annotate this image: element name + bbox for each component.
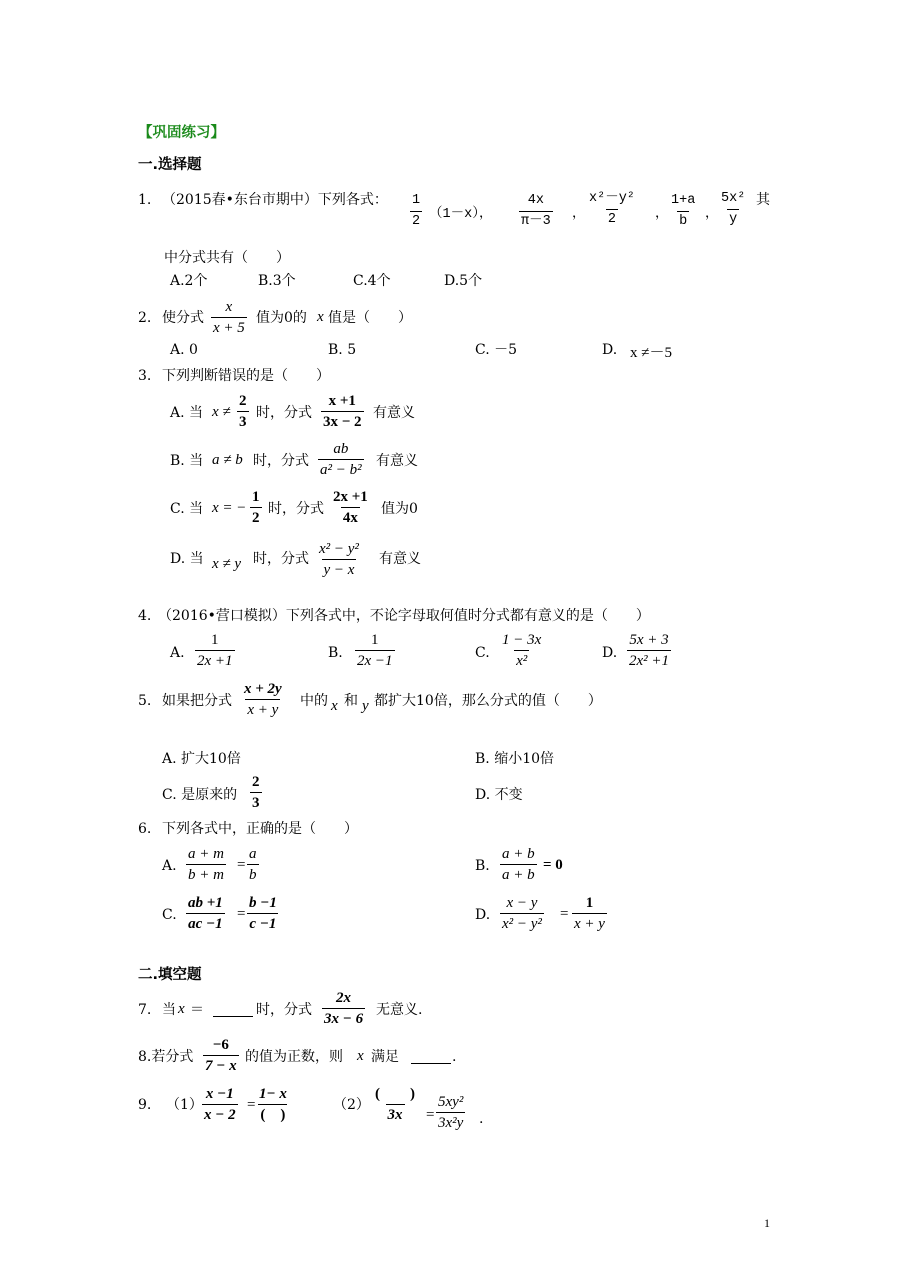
q6-c-l-num: ab +1	[188, 895, 223, 911]
q4-d-fraction	[627, 631, 671, 670]
q9-part2-right	[436, 1093, 465, 1132]
q1-frac-4	[669, 192, 697, 231]
q1-comma-3: ，	[705, 207, 719, 222]
q5-mid2: 和	[344, 693, 358, 709]
q9-end: .	[479, 1111, 484, 1127]
q2-frac-den: x + 5	[211, 317, 247, 337]
q7-frac-num: 2x	[336, 990, 352, 1006]
q3-c-label: C. 当	[170, 501, 204, 517]
q3-c-mid: 时，分式	[268, 501, 324, 517]
q5-frac-den: x + y	[245, 699, 280, 719]
q1-frac-3-den: 2	[606, 209, 618, 229]
q6-c-left	[186, 894, 225, 933]
q6-d-r-den: x + y	[572, 913, 607, 933]
q3-b-frac-den: a² − b²	[318, 459, 364, 479]
q9-eq2: =	[426, 1107, 435, 1123]
q8-prefix: 8.若分式	[138, 1049, 194, 1065]
q9-number: 9.	[138, 1097, 152, 1113]
q3-d-label: D. 当	[170, 551, 204, 567]
q3-a-cond: x ≠	[212, 404, 231, 420]
q1-option-a: A.2个	[170, 273, 208, 289]
q6-c-r-num: b −1	[249, 895, 277, 911]
q5-option-a: A. 扩大10倍	[162, 751, 241, 767]
q5-suffix: 都扩大10倍，那么分式的值（ ）	[374, 693, 602, 709]
q9-eq1: =	[247, 1097, 256, 1113]
q3-b-fraction	[318, 440, 364, 479]
q2-fraction	[211, 298, 247, 337]
q1-frac-5	[719, 190, 747, 229]
q6-c-right	[247, 894, 279, 933]
q6-number: 6.	[138, 821, 152, 837]
q3-c-frac-num: 2x +1	[333, 489, 368, 505]
q6-d-eq: =	[560, 906, 569, 922]
q6-d-l-num: x − y	[506, 895, 538, 911]
q4-c-num: 1 − 3x	[502, 632, 542, 648]
q6-a-l-num: a + m	[188, 846, 224, 862]
q9-part1-left	[202, 1085, 238, 1124]
q1-option-c: C.4个	[353, 273, 391, 289]
q6-c-eq: =	[237, 906, 246, 922]
q9-r-den: ( )	[258, 1104, 287, 1124]
q1-option-b: B.3个	[258, 273, 296, 289]
q3-c-cond-den: 2	[250, 507, 262, 527]
q3-d-cond: x ≠ y	[212, 556, 242, 572]
q3-b-label: B. 当	[170, 453, 204, 469]
q9-l2-den: 3x	[386, 1104, 405, 1124]
q1-frac-3-num: x²－y²	[589, 191, 635, 206]
q7-variable: x	[178, 1001, 185, 1017]
q9-l-den: x − 2	[202, 1104, 238, 1124]
q8-frac-num: −6	[212, 1037, 229, 1053]
q4-a-den: 2x +1	[195, 650, 235, 670]
q1-frac-3	[587, 190, 637, 229]
q8-end: .	[452, 1049, 457, 1065]
q1-frac-2-den: π－3	[519, 211, 553, 231]
q1-frac-2-num: 4x	[527, 193, 544, 208]
q1-frac-1	[410, 192, 422, 231]
q3-a-frac-den: 3x − 2	[321, 411, 364, 431]
q8-fraction	[203, 1036, 239, 1075]
q5-option-b: B. 缩小10倍	[475, 751, 555, 767]
q1-frac-1-num: 1	[412, 193, 421, 208]
page-number: 1	[764, 1216, 770, 1230]
q8-answer-blank[interactable]	[411, 1050, 451, 1064]
q9-r2-den: 3x²y	[436, 1112, 465, 1132]
q8-mid: 的值为正数，则	[245, 1049, 343, 1065]
q2-variable: x	[317, 309, 324, 325]
q1-prefix: （2015春•东台市期中）下列各式：	[162, 192, 388, 208]
q6-stem: 下列各式中，正确的是（ ）	[162, 821, 358, 837]
section-title-fill: 二.填空题	[138, 967, 202, 983]
q9-l-num: x −1	[205, 1086, 234, 1102]
q3-b-end: 有意义	[376, 453, 418, 469]
q9-r2-num: 5xy²	[438, 1094, 464, 1110]
q1-frac-5-den: y	[727, 209, 739, 229]
q8-frac-den: 7 − x	[203, 1055, 239, 1075]
q1-frac-2	[519, 192, 553, 231]
q3-number: 3.	[138, 368, 152, 384]
q4-stem: （2016•营口模拟）下列各式中，不论字母取何值时分式都有意义的是（ ）	[158, 608, 650, 624]
q4-b-den: 2x −1	[355, 650, 395, 670]
q6-a-l-den: b + m	[186, 864, 226, 884]
q7-fraction	[322, 989, 365, 1028]
q3-b-frac-num: ab	[333, 441, 349, 457]
q6-c-r-den: c −1	[247, 913, 278, 933]
q3-d-end: 有意义	[379, 551, 421, 567]
q6-b-eq: = 0	[543, 857, 563, 873]
q6-c-label: C.	[162, 907, 177, 923]
q1-frac-4-num: 1+a	[671, 193, 696, 208]
q5-option-c: C. 是原来的	[162, 787, 238, 803]
q6-c-l-den: ac −1	[186, 913, 225, 933]
q2-prefix: 使分式	[162, 310, 204, 326]
q1-frac-1-tail: （1－x），	[429, 207, 493, 222]
q2-option-b: B. 5	[328, 342, 357, 358]
q4-d-num: 5x + 3	[629, 632, 669, 648]
q1-line2: 中分式共有（ ）	[164, 250, 290, 266]
q9-part1-label: （1）	[166, 1097, 203, 1113]
section-header: 【巩固练习】	[138, 125, 225, 141]
q3-d-mid: 时，分式	[253, 551, 309, 567]
q3-stem: 下列判断错误的是（ ）	[162, 368, 330, 384]
q5-c-den: 3	[250, 792, 262, 812]
q7-mid: 时，分式	[256, 1002, 312, 1018]
q6-a-label: A.	[162, 858, 177, 874]
q1-option-d: D.5个	[444, 273, 483, 289]
q8-suffix: 满足	[371, 1049, 399, 1065]
q7-eq: ＝	[190, 1002, 204, 1018]
q6-a-left	[186, 845, 226, 884]
q2-mid: 值为0的	[256, 310, 307, 326]
q2-option-a: A. 0	[170, 342, 198, 358]
q3-d-frac-den: y − x	[322, 559, 357, 579]
q1-frac-5-num: 5x²	[721, 191, 746, 206]
q5-var-y: y	[362, 698, 369, 714]
q3-d-frac-num: x² − y²	[319, 541, 359, 557]
q1-tail: 其	[756, 192, 770, 208]
q1-comma-2: ，	[655, 207, 669, 222]
q2-frac-num: x	[225, 299, 233, 315]
q4-d-label: D.	[602, 645, 618, 661]
q3-c-cond-num: 1	[252, 489, 260, 505]
q2-option-d: D.	[602, 342, 618, 358]
q4-number: 4.	[138, 608, 152, 624]
q9-part2-left	[373, 1085, 417, 1124]
q7-number: 7.	[138, 1002, 152, 1018]
q9-part2-label: （2）	[333, 1097, 370, 1113]
q4-d-den: 2x² +1	[627, 650, 671, 670]
q5-option-d: D. 不变	[475, 787, 523, 803]
q7-prefix: 当	[162, 1002, 176, 1018]
q4-b-label: B.	[328, 645, 343, 661]
q5-frac-num: x + 2y	[244, 681, 282, 697]
q2-option-c: C. －5	[475, 342, 518, 358]
q3-a-mid: 时，分式	[256, 405, 312, 421]
q3-c-frac-den: 4x	[341, 507, 360, 527]
q3-c-end: 值为0	[381, 501, 418, 517]
q4-a-num: 1	[211, 632, 219, 648]
q2-option-d-math: x ≠－5	[630, 345, 672, 361]
q5-fraction	[242, 680, 284, 719]
q6-a-eq: =	[237, 857, 246, 873]
q8-variable: x	[357, 1048, 364, 1064]
q3-c-cond-frac	[250, 488, 262, 527]
q5-option-c-fraction	[250, 773, 262, 812]
q4-a-fraction	[195, 631, 235, 670]
q6-a-r-num: a	[249, 846, 257, 862]
q3-b-mid: 时，分式	[253, 453, 309, 469]
q6-d-label: D.	[475, 907, 491, 923]
q9-l2-num: ( )	[375, 1086, 415, 1102]
q5-c-num: 2	[252, 774, 260, 790]
q2-suffix: 值是（ ）	[328, 310, 412, 326]
q6-a-right	[247, 845, 259, 884]
q3-a-cond-num: 2	[239, 393, 247, 409]
q4-b-num: 1	[371, 632, 379, 648]
q6-b-label: B.	[475, 858, 490, 874]
q4-b-fraction	[355, 631, 395, 670]
section-title-choice: 一.选择题	[138, 157, 202, 173]
q3-a-end: 有意义	[373, 405, 415, 421]
q3-a-label: A. 当	[170, 405, 204, 421]
q1-number: 1.	[138, 192, 152, 208]
q5-mid1: 中的	[300, 693, 328, 709]
q3-c-cond: x = −	[212, 500, 247, 516]
q4-c-label: C.	[475, 645, 490, 661]
q6-d-l-den: x² − y²	[500, 913, 544, 933]
q3-a-fraction	[321, 392, 364, 431]
q5-number: 5.	[138, 693, 152, 709]
q6-d-left	[500, 894, 544, 933]
q4-a-label: A.	[170, 645, 185, 661]
q6-d-r-num: 1	[585, 895, 594, 911]
q7-frac-den: 3x − 6	[322, 1008, 365, 1028]
q1-comma-1: ，	[572, 207, 586, 222]
q9-part1-right	[257, 1085, 289, 1124]
q3-a-cond-den: 3	[237, 411, 249, 431]
q7-suffix: 无意义.	[376, 1002, 423, 1018]
q9-r-num: 1− x	[259, 1086, 287, 1102]
q6-b-l-den: a + b	[500, 864, 537, 884]
q6-b-left	[500, 845, 537, 884]
q5-prefix: 如果把分式	[162, 693, 232, 709]
q4-c-fraction	[500, 631, 543, 670]
q1-frac-1-den: 2	[410, 211, 422, 231]
q5-var-x: x	[331, 698, 338, 714]
q3-c-fraction	[331, 488, 370, 527]
q3-b-cond: a ≠ b	[212, 452, 243, 468]
q6-b-l-num: a + b	[502, 846, 535, 862]
q2-number: 2.	[138, 310, 152, 326]
q6-d-right	[572, 894, 607, 933]
q3-a-cond-frac	[237, 392, 249, 431]
q4-c-den: x²	[514, 650, 529, 670]
q6-a-r-den: b	[247, 864, 259, 884]
q7-answer-blank[interactable]	[213, 1003, 253, 1017]
q1-frac-4-den: b	[677, 211, 689, 231]
q3-a-frac-num: x +1	[328, 393, 356, 409]
q3-d-fraction	[317, 540, 361, 579]
